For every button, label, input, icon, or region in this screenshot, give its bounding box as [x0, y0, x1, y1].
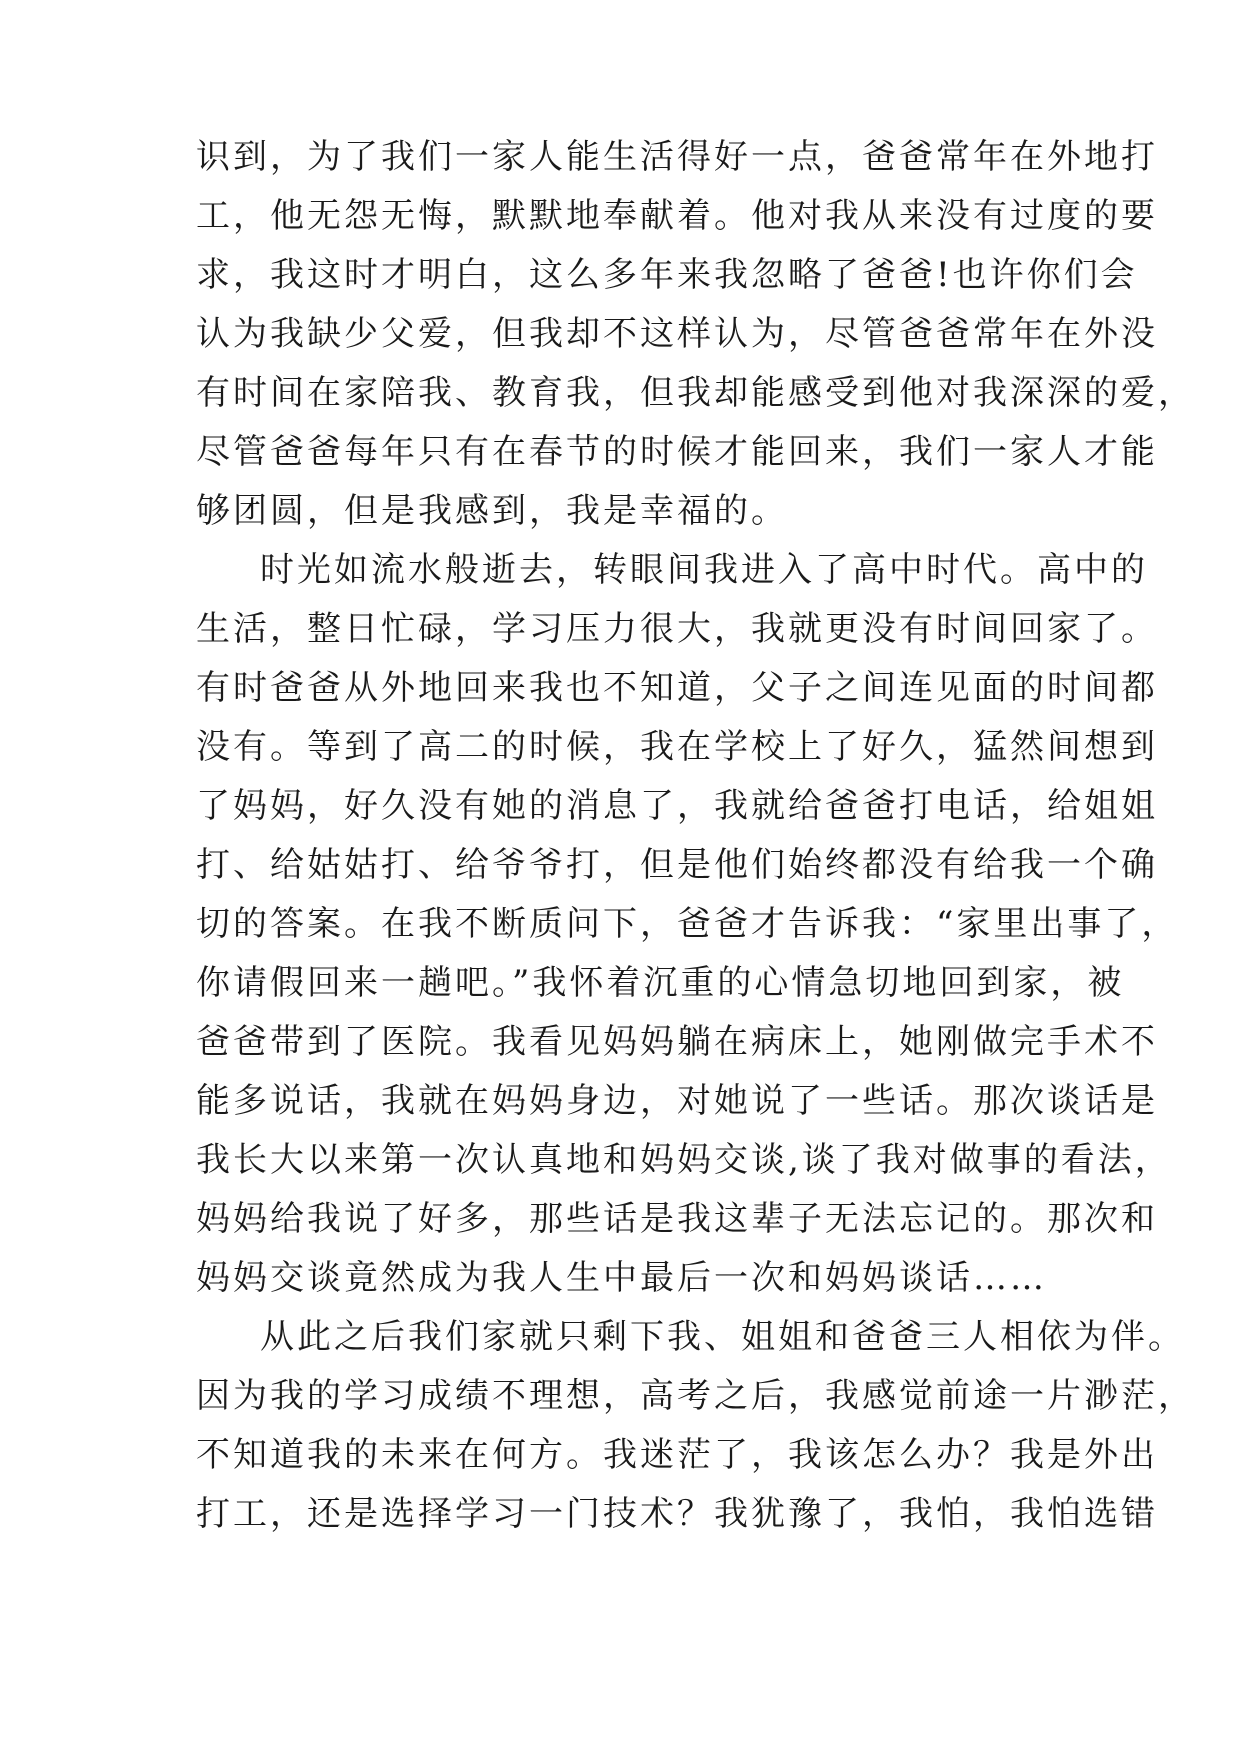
text-line: 了妈妈，好久没有她的消息了，我就给爸爸打电话，给姐姐	[196, 786, 1158, 826]
document-body	[196, 128, 1195, 1544]
text-line: 求，我这时才明白，这么多年来我忽略了爸爸!也许你们会	[196, 255, 1138, 295]
text-line: 够团圆，但是我感到，我是幸福的。	[196, 491, 788, 531]
text-line: 工，他无怨无悔，默默地奉献着。他对我从来没有过度的要	[196, 196, 1158, 236]
paragraph-first-line: 从此之后我们家就只剩下我、姐姐和爸爸三人相依为伴。	[260, 1317, 1185, 1357]
text-line: 你请假回来一趟吧。”我怀着沉重的心情急切地回到家，被	[196, 963, 1125, 1003]
text-line: 认为我缺少父爱，但我却不这样认为，尽管爸爸常年在外没	[196, 314, 1158, 354]
text-line: 我长大以来第一次认真地和妈妈交谈,谈了我对做事的看法，	[196, 1140, 1172, 1180]
text-line: 没有。等到了高二的时候，我在学校上了好久，猛然间想到	[196, 727, 1158, 767]
text-line: 爸爸带到了医院。我看见妈妈躺在病床上，她刚做完手术不	[196, 1022, 1158, 1062]
text-line: 尽管爸爸每年只有在春节的时候才能回来，我们一家人才能	[196, 432, 1158, 472]
text-line: 因为我的学习成绩不理想，高考之后，我感觉前途一片渺茫，	[196, 1376, 1195, 1416]
text-line: 生活，整日忙碌，学习压力很大，我就更没有时间回家了。	[196, 609, 1158, 649]
text-line: 能多说话，我就在妈妈身边，对她说了一些话。那次谈话是	[196, 1081, 1158, 1121]
text-line: 妈妈给我说了好多，那些话是我这辈子无法忘记的。那次和	[196, 1199, 1158, 1239]
text-line: 有时爸爸从外地回来我也不知道，父子之间连见面的时间都	[196, 668, 1158, 708]
text-line: 识到，为了我们一家人能生活得好一点，爸爸常年在外地打	[196, 137, 1158, 177]
paragraph-first-line: 时光如流水般逝去，转眼间我进入了高中时代。高中的	[260, 550, 1148, 590]
text-line: 打工，还是选择学习一门技术？我犹豫了，我怕，我怕选错	[196, 1494, 1158, 1534]
text-line: 打、给姑姑打、给爷爷打，但是他们始终都没有给我一个确	[196, 845, 1158, 885]
text-line: 不知道我的未来在何方。我迷茫了，我该怎么办？我是外出	[196, 1435, 1158, 1475]
text-line: 有时间在家陪我、教育我，但我却能感受到他对我深深的爱，	[196, 373, 1195, 413]
text-line: 切的答案。在我不断质问下，爸爸才告诉我：“家里出事了，	[196, 904, 1179, 944]
text-line: 妈妈交谈竟然成为我人生中最后一次和妈妈谈话……	[196, 1258, 1047, 1298]
